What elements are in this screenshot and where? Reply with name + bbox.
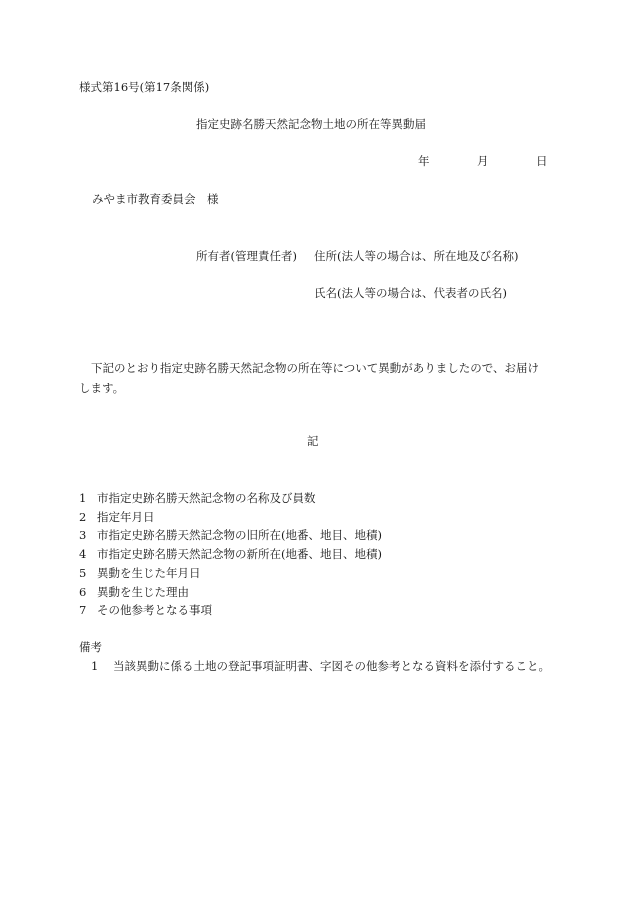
item-text: 異動を生じた理由: [97, 584, 189, 599]
list-item: [79, 526, 382, 545]
item-text: その他参考となる事項: [97, 603, 212, 618]
remarks-item-number: 1: [91, 659, 99, 673]
item-text: 市指定史跡名勝天然記念物の旧所在(地番、地目、地積): [97, 528, 382, 543]
list-item: [79, 583, 382, 602]
address-label: 住所(法人等の場合は、所在地及び名称): [314, 249, 519, 263]
date-year-label: 年: [418, 154, 430, 168]
date-month-label: 月: [477, 154, 489, 168]
remarks-item-text: 当該異動に係る土地の登記事項証明書、字図その他参考となる資料を添付すること。: [113, 659, 550, 673]
list-item: [79, 508, 382, 527]
item-number: 5: [79, 565, 87, 580]
items-list: [79, 489, 382, 620]
list-item: [79, 545, 382, 564]
remarks-heading: 備考: [79, 640, 102, 654]
item-text: 市指定史跡名勝天然記念物の名称及び員数: [97, 491, 316, 505]
item-number: 6: [79, 584, 87, 599]
item-number: 2: [79, 509, 87, 524]
list-item: [79, 564, 382, 583]
name-label: 氏名(法人等の場合は、代表者の氏名): [314, 286, 507, 300]
date-day-label: 日: [536, 154, 548, 168]
body-paragraph: 下記のとおり指定史跡名勝天然記念物の所在等について異動がありましたので、お届けします。: [79, 361, 540, 395]
item-number: 1: [79, 491, 87, 505]
item-number: 7: [79, 603, 87, 618]
document-title: 指定史跡名勝天然記念物土地の所在等異動届: [196, 117, 426, 131]
form-number: 様式第16号(第17条関係): [79, 80, 210, 94]
owner-label: 所有者(管理責任者): [196, 249, 297, 263]
list-item: [79, 601, 382, 620]
record-heading: 記: [307, 434, 319, 448]
addressee: みやま市教育委員会 様: [92, 192, 219, 206]
remarks-item: [91, 659, 550, 674]
item-text: 市指定史跡名勝天然記念物の新所在(地番、地目、地積): [97, 547, 382, 562]
item-text: 異動を生じた年月日: [97, 565, 201, 580]
item-number: 3: [79, 528, 87, 543]
item-text: 指定年月日: [97, 509, 155, 524]
item-number: 4: [79, 547, 87, 562]
list-item: [79, 489, 382, 508]
